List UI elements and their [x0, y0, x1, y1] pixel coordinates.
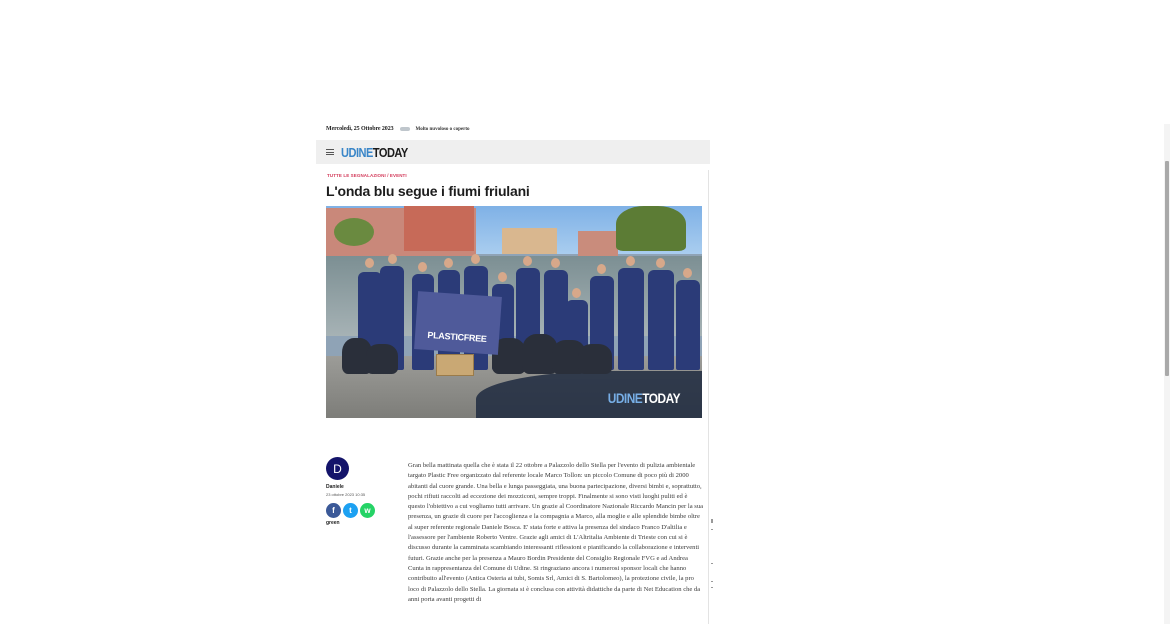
twitter-icon: t — [349, 506, 352, 515]
facebook-icon: f — [332, 506, 335, 515]
author-name[interactable]: Daniele — [326, 484, 344, 490]
article-tag[interactable]: green — [326, 520, 340, 526]
article-photo[interactable] — [326, 206, 702, 418]
cloud-icon — [400, 127, 410, 131]
avatar[interactable]: D — [326, 457, 349, 480]
site-logo[interactable] — [341, 145, 408, 160]
side-marks — [711, 515, 713, 615]
share-buttons — [326, 503, 396, 518]
article-body: Gran bella mattinata quella che è stata il 22 ottobre a Palazzolo dello Stella per l'evento di pulizia ambientale targato Plastic Free organizzato dal referente locale Marco Tollon: un piccolo Comune di poco più di 2000 abitanti dal cuore grande. Una bella e lunga passeggiata, una buona partecipazione, diversi bimbi e, soprattutto, pochi rifiuti raccolti ad eccezione dei mozziconi, sempre troppi. Finalmente si sono visti luoghi puliti ed è questo l'obiettivo a cui vogliamo tutti arrivare. Un grazie al Coordinatore Nazionale Riccardo Mancin per la sua presenza, un grazie di cuore per l'accoglienza e la compagnia a Marco, alla moglie e alle splendide bimbe oltre al super referente regionale Daniele Bosca. E' stata forte e attiva la presenza del sindaco Franco D'altilia e l'assessore per l'ambiente Roberto Ventre. Grazie agli amici di L'Altritalia Ambiente di Trieste con cui si è discusso durante la camminata scambiando interessanti riflessioni e pianificando la collaborazione e interventi futuri. Grazie anche per la presenza a Mauro Bordin Presidente del Consiglio Regionale FVG e ad Andrea Cunta in rappresentanza del Comune di Udine. Si ringraziano ancora i numerosi sponsor locali che hanno contribuito all'evento (Antica Osteria ai tubi, Somis Srl, Amici di S. Bartolomeo), la protezione civile, la pro loco di Palazzolo dello Stella. La giornata si è conclusa con attività didattiche da parte di Net Education che da anni porta avanti progetti di — [408, 462, 704, 603]
breadcrumb[interactable]: TUTTE LE SEGNALAZIONI / EVENTI — [327, 173, 407, 178]
current-date: Mercoledì, 25 Ottobre 2023 — [326, 126, 394, 132]
logo-today: TODAY — [372, 144, 408, 160]
facebook-share-button[interactable] — [326, 503, 341, 518]
site-header — [316, 140, 710, 164]
vertical-scrollbar[interactable] — [1164, 124, 1170, 624]
whatsapp-share-button[interactable] — [360, 503, 375, 518]
scrollbar-thumb[interactable] — [1165, 161, 1169, 376]
article-page — [316, 118, 710, 624]
content-divider — [708, 170, 709, 624]
publish-date: 23 ottobre 2023 10:35 — [326, 492, 366, 497]
author-block — [326, 457, 396, 526]
article-title: L'onda blu segue i fiumi friulani — [326, 183, 530, 199]
weather-text: Molto nuvoloso o coperto — [415, 126, 470, 132]
twitter-share-button[interactable] — [343, 503, 358, 518]
wooden-crate — [436, 354, 474, 376]
logo-udine: UDINE — [341, 144, 373, 160]
plasticfree-banner: PLASTICFREE — [414, 291, 502, 355]
hamburger-icon[interactable] — [326, 149, 334, 155]
top-info-bar — [326, 124, 470, 134]
whatsapp-icon: w — [364, 506, 371, 515]
photo-watermark: UDINETODAY — [607, 390, 680, 406]
